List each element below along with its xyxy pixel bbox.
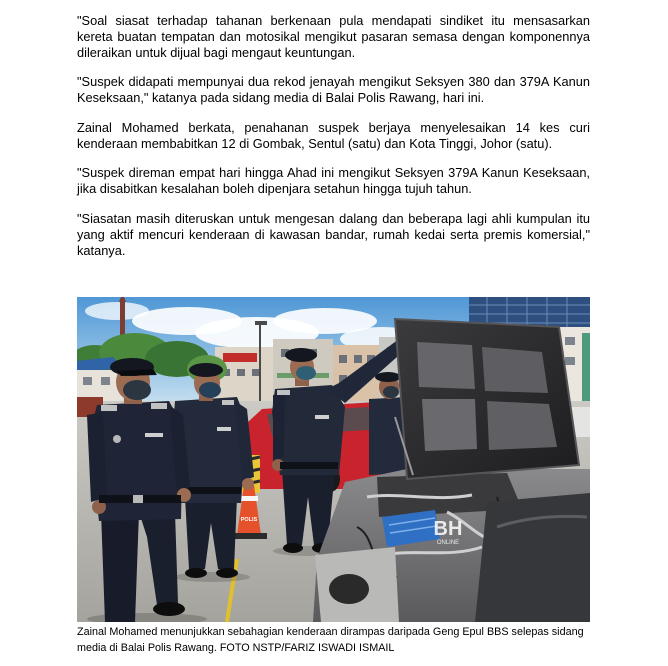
officer-shoe	[283, 543, 303, 553]
article-paragraph-1	[77, 13, 590, 61]
article-photo	[77, 297, 590, 622]
chest-badge	[113, 435, 121, 443]
text-line: "Soal siasat terhadap tahanan berkenaan pula mendapati sindiket itu mensasarkan	[77, 13, 590, 28]
hood-cutout	[422, 399, 477, 451]
shoulder-badge	[222, 400, 234, 405]
officer-shoe	[185, 568, 207, 578]
article-paragraph-3	[77, 120, 590, 152]
article-paragraph-2	[77, 74, 590, 106]
caption-line: media di Balai Polis Rawang. FOTO NSTP/FARIZ ISWADI ISMAIL	[77, 642, 395, 654]
face-mask	[296, 366, 316, 380]
face-mask	[383, 386, 399, 398]
text-line: jika disabitkan kesalahan boleh dipenjara setahun hingga tujuh tahun.	[77, 181, 472, 196]
bh-online-watermark	[434, 518, 463, 546]
text-line: Keseksaan," katanya pada sidang media di Balai Polis Rawang, hari ini.	[77, 90, 485, 105]
text-line: "Suspek direman empat hari hingga Ahad ini mengikut Seksyen 379A Kanun Keseksaan,	[77, 165, 590, 180]
hood-cutout	[417, 342, 475, 389]
officer-shoe	[216, 568, 238, 578]
lamp-head	[255, 321, 267, 325]
green-facade-strip	[582, 333, 590, 403]
text-line: Zainal Mohamed berkata, penahanan suspek berjaya menyelesaikan 14 kes curi	[77, 120, 590, 135]
belt-buckle	[133, 495, 143, 503]
officer-shoe	[153, 602, 185, 616]
text-line: kereta buatan tempatan dan motosikal mengikut pasaran semasa dengan komponennya	[77, 29, 590, 44]
watermark-brand: BH	[433, 518, 463, 540]
headlight-hole	[329, 574, 369, 604]
cone-band	[240, 496, 258, 501]
red-signboard	[223, 353, 257, 362]
caption-line: Zainal Mohamed menunjukkan sebahagian kenderaan dirampas daripada Geng Epul BBS selepas sidang	[77, 626, 584, 638]
officer-hand	[242, 478, 254, 490]
hood-cutout	[482, 347, 548, 393]
officer-cap	[189, 363, 223, 377]
hood-cutout	[487, 401, 557, 450]
cone-base	[231, 533, 267, 539]
open-hood	[395, 319, 579, 479]
shoulder-badge	[151, 403, 167, 409]
text-line: yang aktif mencuri kenderaan di kawasan bandar, rumah kedai serta premis komersial,"	[77, 227, 590, 242]
watermark-sub: ONLINE	[436, 540, 460, 546]
text-line: katanya.	[77, 243, 126, 258]
officer-belt	[280, 462, 338, 469]
officer-arm	[273, 393, 285, 462]
building-window	[565, 357, 575, 365]
car-fender	[475, 493, 590, 622]
cone-label: POLIS	[240, 517, 258, 523]
face-mask	[123, 380, 151, 400]
shoulder-badge	[277, 390, 290, 395]
text-line: "Suspek didapati mempunyai dua rekod jenayah mengikut Seksyen 380 dan 379A Kanun	[77, 74, 590, 89]
building-window	[565, 337, 575, 345]
face-mask	[199, 382, 221, 398]
shoulder-badge	[101, 405, 117, 411]
officer-cap	[375, 372, 401, 382]
name-tag	[145, 433, 163, 437]
building-window	[83, 377, 92, 385]
officer-cap	[285, 348, 317, 362]
article-paragraph-5	[77, 211, 590, 259]
building-window	[101, 377, 110, 385]
photo-illustration	[77, 297, 590, 622]
text-line: "Siasatan masih diteruskan untuk mengesan dalang dan beberapa lagi ahli kumpulan itu	[77, 211, 590, 226]
text-line: dileraikan untuk dijual bagi mengaut keuntungan.	[77, 45, 356, 60]
photo-caption	[77, 624, 637, 656]
name-tag	[217, 427, 231, 431]
officer-leg	[101, 512, 139, 622]
article-paragraph-4	[77, 165, 590, 197]
name-tag	[315, 415, 329, 419]
text-line: kenderaan membabitkan 12 di Gombak, Sentul (satu) dan Kota Tinggi, Johor (satu).	[77, 136, 553, 151]
